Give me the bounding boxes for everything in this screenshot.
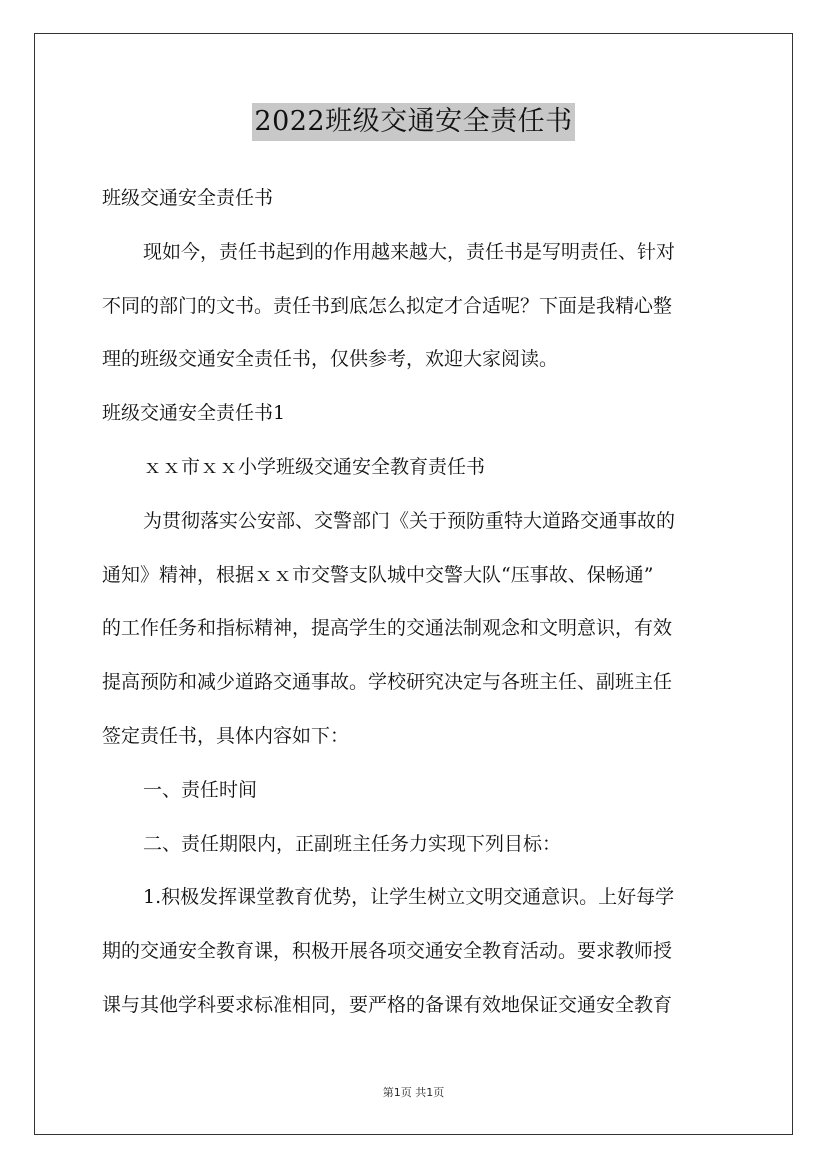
title-container xyxy=(0,103,827,141)
document-body xyxy=(102,172,727,1033)
paragraph-line: 提高预防和减少道路交通事故。学校研究决定与各班主任、副班主任 xyxy=(102,671,673,694)
subheading: ｘｘ市ｘｘ小学班级交通安全教育责任书 xyxy=(143,455,486,478)
paragraph-line: 签定责任书，具体内容如下： xyxy=(102,724,350,747)
paragraph-line: 的工作任务和指标精神，提高学生的交通法制观念和文明意识，有效 xyxy=(102,617,673,640)
paragraph-line: 现如今，责任书起到的作用越来越大，责任书是写明责任、针对 xyxy=(143,240,676,263)
paragraph-line: 课与其他学科要求标准相同，要严格的备课有效地保证交通安全教育 xyxy=(102,993,673,1016)
page-footer: 第1页 共1页 xyxy=(382,1086,445,1099)
paragraph-line: 不同的部门的文书。责任书到底怎么拟定才合适呢？下面是我精心整 xyxy=(102,294,673,317)
paragraph-line: 通知》精神，根据ｘｘ市交警支队城中交警大队“压事故、保畅通” xyxy=(102,563,654,586)
list-item: 二、责任期限内，正副班主任务力实现下列目标： xyxy=(143,832,562,855)
document-title: 2022班级交通安全责任书 xyxy=(252,103,574,141)
section-heading: 班级交通安全责任书1 xyxy=(102,402,286,425)
section-heading: 班级交通安全责任书 xyxy=(102,187,274,209)
list-item: 一、责任时间 xyxy=(143,778,258,801)
paragraph-line: 期的交通安全教育课，积极开展各项交通安全教育活动。要求教师授 xyxy=(102,940,673,963)
paragraph-line: 为贯彻落实公安部、交警部门《关于预防重特大道路交通事故的 xyxy=(143,509,676,532)
paragraph-line: 1.积极发挥课堂教育优势，让学生树立文明交通意识。上好每学 xyxy=(143,886,675,909)
paragraph-line: 理的班级交通安全责任书，仅供参考，欢迎大家阅读。 xyxy=(102,348,559,371)
